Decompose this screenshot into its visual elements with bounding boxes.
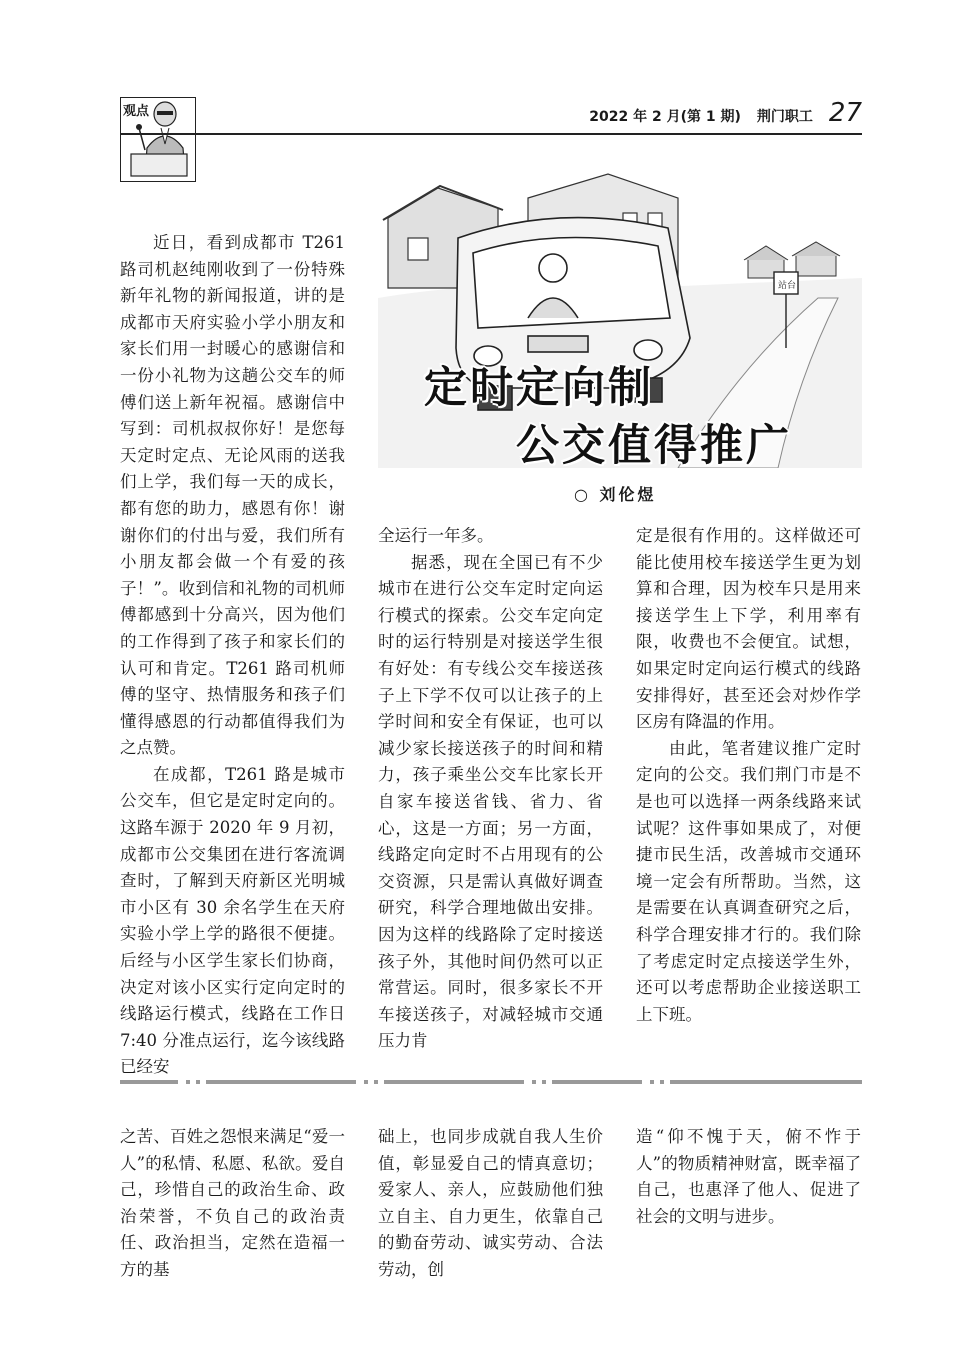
header-rule — [120, 133, 862, 135]
speaker-cartoon-icon — [121, 98, 195, 181]
paragraph: 由此，笔者建议推广定时定向的公交。我们荆门市是不是也可以选择一两条线路来试试呢？这件事如果成了，对便捷市民生活，改善城市交通环境一定会有所帮助。当然，这是需要在认真调查研究之后，科学合理安排才行的。我们除了考虑定时定点接送学生外，还可以考虑帮助企业接送职工上下班。 — [636, 738, 861, 1024]
paragraph: 全运行一年多。 — [378, 526, 494, 545]
continued-column-2 — [378, 1124, 603, 1284]
paragraph: 础上，也同步成就自我人生价值，彰显爱自己的情真意切；爱家人、亲人，应鼓励他们独立自主、自力更生，依靠自己的勤奋劳动、诚实劳动、合法劳动，创 — [378, 1127, 603, 1279]
continued-column-1 — [120, 1124, 345, 1284]
issue-date: 2022 年 2 月(第 1 期) — [589, 109, 741, 125]
section-separator — [120, 1077, 862, 1087]
column-badge — [120, 97, 196, 182]
column-tag: 观点 — [123, 104, 150, 119]
article-title-line2: 公交值得推广 — [516, 421, 792, 471]
magazine-name: 荆门职工 — [756, 109, 813, 125]
article-title-line1: 定时定向制 — [424, 363, 654, 413]
paragraph: 定是很有作用的。这样做还可能比使用校车接送学生更为划算和合理，因为校车只是用来接送学生上下学，利用率有限，收费也不会便宜。试想，如果定时定向运行模式的线路安排得好，甚至还会对炒作学区房有降温的作用。 — [636, 526, 861, 732]
paragraph: 近日，看到成都市 T261 路司机赵纯刚收到了一份特殊新年礼物的新闻报道，讲的是成都市天府实验小学小朋友和家长们用一封暖心的感谢信和一份小礼物为这趟公交车的师傅们送上新年祝福。感谢信中写到：司机叔叔你好！是您每天定时定点、无论风雨的送我们上学，我们每一天的成长，都有您的助力，感恩有你！谢谢你们的付出与爱，我们所有小朋友都会做一个有爱的孩子！”。收到信和礼物的司机师傅都感到十分高兴，因为他们的工作得到了孩子和家长们的认可和肯定。T261 路司机师傅的坚守、热情服务和孩子们懂得感恩的行动都值得我们为之点赞。 — [120, 233, 345, 758]
paragraph: 之苦、百姓之怨恨来满足“爱一人”的私情、私愿、私欲。爱自己，珍惜自己的政治生命、政治荣誉，不负自己的政治责任、政治担当，定然在造福一方的基 — [120, 1127, 345, 1279]
paragraph: 据悉，现在全国已有不少城市在进行公交车定时定向运行模式的探索。公交车定向定时的运行特别是对接送学生很有好处：有专线公交车接送孩子上下学不仅可以让孩子的上学时间和安全有保证，也可以减少家长接送孩子的时间和精力，孩子乘坐公交车比家长开自家车接送省钱、省力、省心，这是一方面；另一方面，线路定向定时不占用现有的公交资源，只是需认真做好调查研究，科学合理地做出安排。因为这样的线路除了定时接送孩子外，其他时间仍然可以正常营运。同时，很多家长不开车接送孩子，对减轻城市交通压力肯 — [378, 552, 603, 1051]
article-column-3 — [636, 523, 861, 1028]
continued-column-3 — [636, 1124, 861, 1230]
article-column-2 — [378, 523, 603, 1055]
paragraph: 在成都，T261 路是城市公交车，但它是定时定向的。这路车源于 2020 年 9 月初，成都市公交集团在进行客流调查时，了解到天府新区光明城市小区有 30 余名学生在天府实验小学上学的路很不便捷。后经与小区学生家长们协商，决定对该小区实行定向定时的线路运行模式，线路在工作日 7:40 分准点运行，迄今该线路已经安 — [120, 764, 345, 1077]
bus-stop-label: 站台 — [778, 281, 797, 291]
paragraph: 造“仰不愧于天，俯不怍于人”的物质精神财富，既幸福了自己，也惠泽了他人、促进了社会的文明与进步。 — [636, 1127, 861, 1226]
running-header — [589, 98, 862, 128]
article-author: ○ 刘伦煜 — [574, 485, 657, 504]
page-number: 27 — [828, 98, 862, 128]
article-column-1 — [120, 230, 345, 1081]
